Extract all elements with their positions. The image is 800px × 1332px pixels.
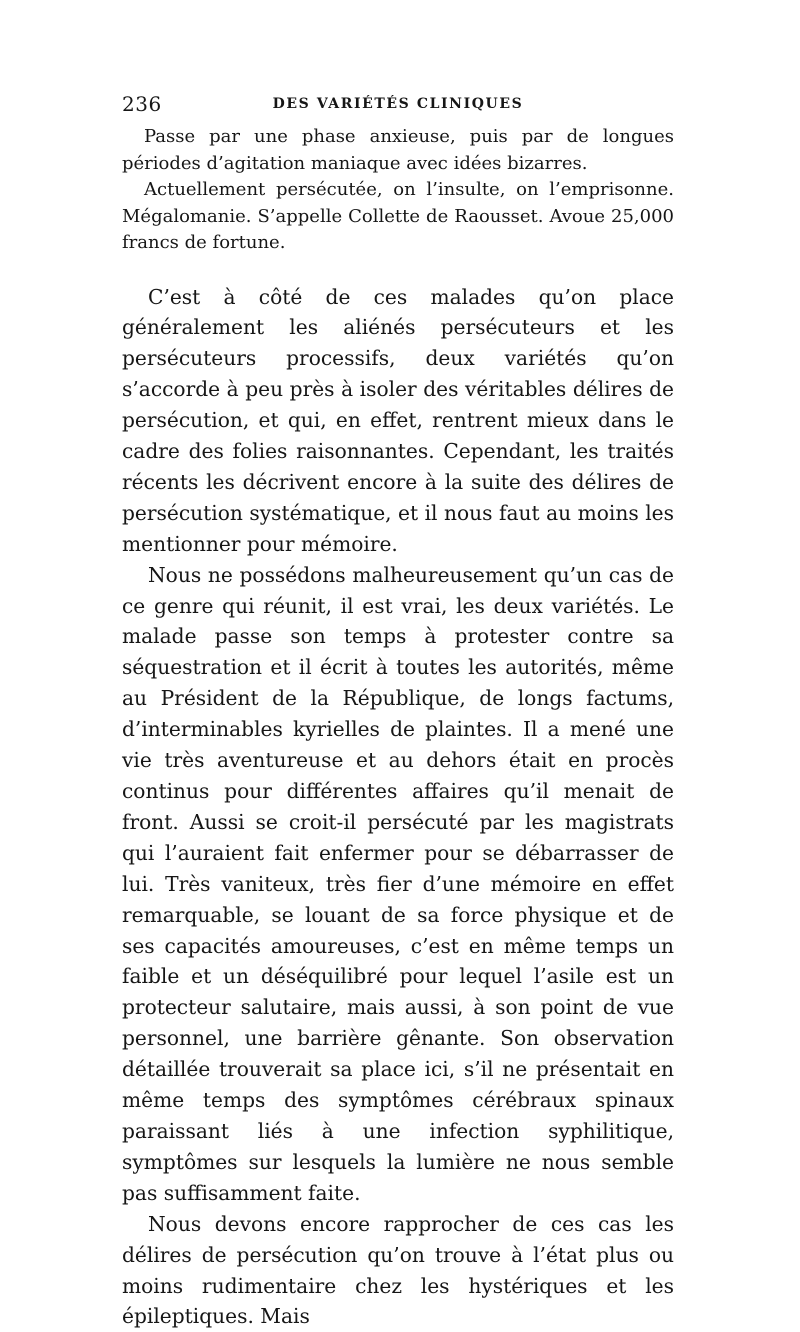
case-note-paragraph: Actuellement persécutée, on l’insulte, on l’emprisonne. Mégalomanie. S’appelle Collette de Raousset. Avoue 25,000 francs de fortune. bbox=[122, 177, 674, 257]
body-paragraph: Nous devons encore rapprocher de ces cas les délires de persécution qu’on trouve à l’état plus ou moins rudimentaire chez les hystériques et les épileptiques. Mais bbox=[122, 1209, 674, 1332]
case-note bbox=[122, 124, 674, 257]
page-number: 236 bbox=[122, 92, 162, 116]
body-text bbox=[122, 282, 674, 1332]
case-note-paragraph: Passe par une phase anxieuse, puis par de longues périodes d’agitation maniaque avec idées bizarres. bbox=[122, 124, 674, 177]
running-head bbox=[122, 88, 674, 118]
running-title: DES VARIÉTÉS CLINIQUES bbox=[122, 96, 674, 112]
body-paragraph: C’est à côté de ces malades qu’on place généralement les aliénés persécuteurs et les persécuteurs processifs, deux variétés qu’on s’accorde à peu près à isoler des véritables délires de persécution, et qui, en effet, rentrent mieux dans le cadre des folies raisonnantes. Cependant, les traités récents les décrivent encore à la suite des délires de persécution systématique, et il nous faut au moins les mentionner pour mémoire. bbox=[122, 282, 674, 560]
book-page bbox=[122, 88, 674, 1332]
body-paragraph: Nous ne possédons malheureusement qu’un cas de ce genre qui réunit, il est vrai, les deux variétés. Le malade passe son temps à protester contre sa séquestration et il écrit à toutes les autorités, même au Président de la République, de longs factums, d’interminables kyrielles de plaintes. Il a mené une vie très aventureuse et au dehors était en procès continus pour différentes affaires qu’il menait de front. Aussi se croit-il persécuté par les magistrats qui l’auraient fait enfermer pour se débarrasser de lui. Très vaniteux, très fier d’une mémoire en effet remarquable, se louant de sa force physique et de ses capacités amoureuses, c’est en même temps un faible et un déséquilibré pour lequel l’asile est un protecteur salutaire, mais aussi, à son point de vue personnel, une barrière gênante. Son observation détaillée trouverait sa place ici, s’il ne présentait en même temps des symptômes cérébraux spinaux paraissant liés à une infection syphilitique, symptômes sur lesquels la lumière ne nous semble pas suffisamment faite. bbox=[122, 560, 674, 1209]
